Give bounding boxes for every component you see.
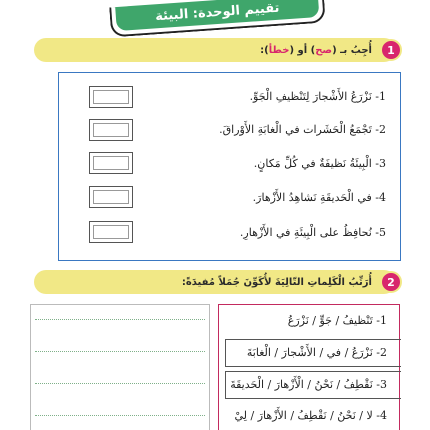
section-1-header [34,38,396,62]
answer-box-3[interactable] [89,152,133,174]
answer-line-4[interactable] [35,415,205,416]
word-groups-box [218,304,400,430]
wrong-label: خطأ [268,44,290,56]
answer-box-5[interactable] [89,221,133,243]
section-2-number: 2 [380,271,402,293]
answer-line-3[interactable] [35,383,205,384]
statement-1: 1- نَزْرَعُ الأَشْجارَ لِتَنْظيفِ الْجَوِّ. [249,90,386,103]
word-group-1: 1- تَنْظيفُ / جَوٍّ / نَزْرَعُ [287,314,387,327]
word-group-4: 4- لا / نَحْنُ / نَقْطِفُ / الأَزْهارَ / لِيْ [234,409,387,422]
answer-box-2[interactable] [89,119,133,141]
statement-3: 3- الْبِيئَةُ نَظيفَةٌ في كُلِّ مَكانٍ. [253,157,386,170]
answer-line-2[interactable] [35,351,205,352]
statement-5: 5- نُحافِظُ على الْبِيئَةِ في الأَزْهارِ. [239,226,386,239]
sentence-answer-area [30,304,210,430]
section-1-instruction: أُجِبُ بـ (صح) أو (خطأ): [260,44,372,56]
section-1-number: 1 [380,39,402,61]
section-2-header [34,270,396,294]
section-2-instruction: أُرَتِّبُ الْكَلِماتِ التّالِيَةَ لأُكَوِّنَ جُمَلاً مُفيدَةً: [181,276,372,288]
answer-line-1[interactable] [35,319,205,320]
word-group-3: 3- نَقْطِفُ / نَحْنُ / الْأَزْهارَ / الْحَديقَةَ [230,378,387,391]
statement-4: 4- في الْحَديقَةِ نَشاهِدُ الأَزْهارَ. [252,191,386,204]
statement-2: 2- تَجْمَعُ الْحَشَرات في الْغابَةِ الأَوْراقَ. [219,123,386,136]
answer-box-4[interactable] [89,186,133,208]
answer-box-1[interactable] [89,86,133,108]
word-group-2: 2- نَزْرَعُ / في / الأَشْجارَ / الْغابَةَ [246,346,387,359]
banner-fill [115,0,319,31]
true-false-exercise [58,72,401,261]
correct-label: صح [315,44,333,56]
unit-assessment-banner [109,0,326,37]
banner-title: تقييم الوحدة: البيئة [154,0,280,24]
